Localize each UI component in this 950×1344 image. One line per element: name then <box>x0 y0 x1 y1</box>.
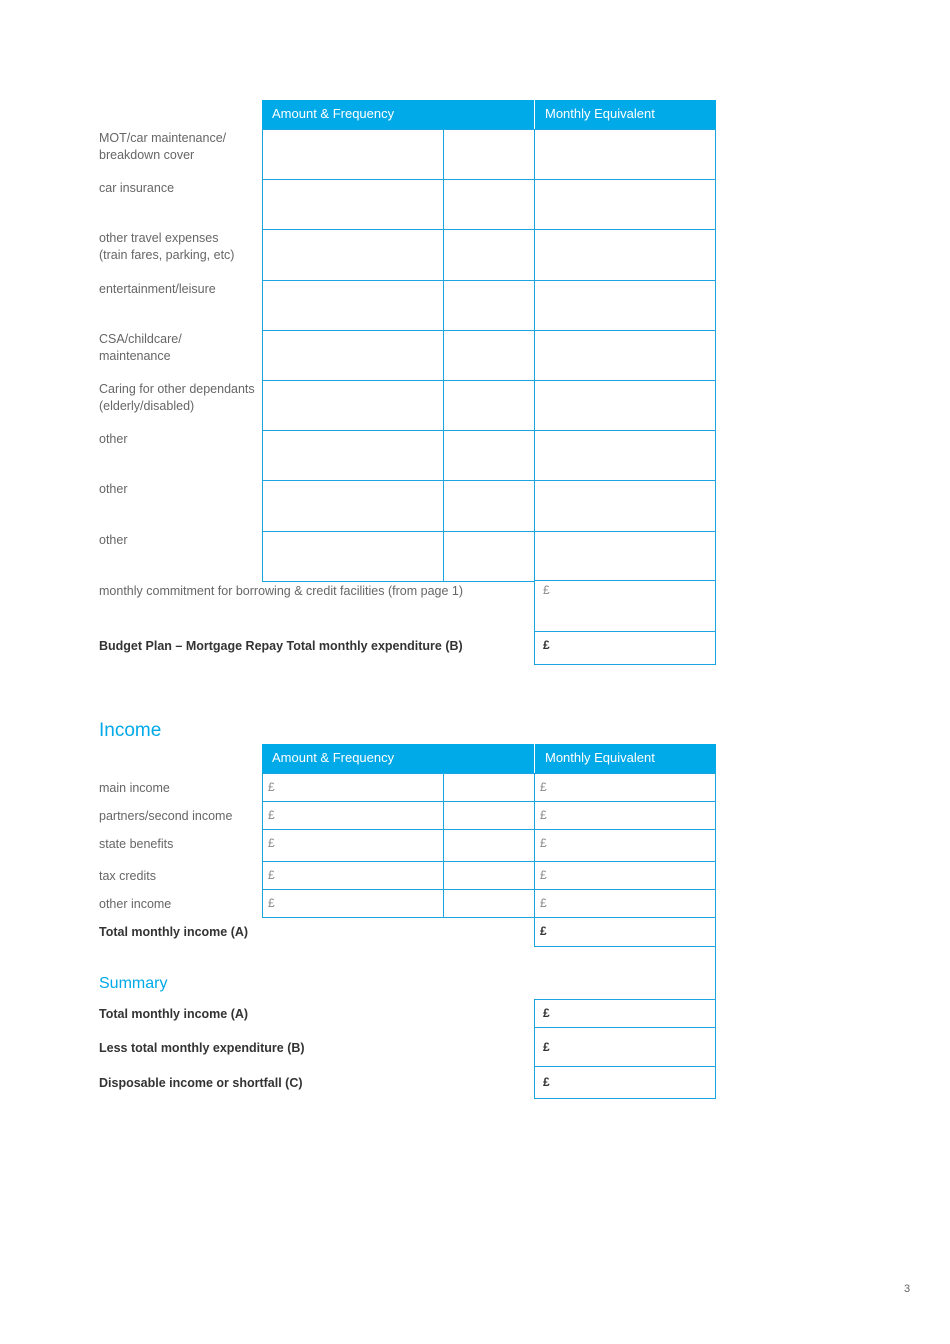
expenditure-frequency-field[interactable] <box>443 280 535 331</box>
income-frequency-field[interactable] <box>443 773 535 802</box>
expenditure-frequency-field[interactable] <box>443 430 535 481</box>
income-row-label: tax credits <box>99 869 156 883</box>
expenditure-monthly-field[interactable] <box>534 480 716 532</box>
expenditure-frequency-field[interactable] <box>443 129 535 180</box>
expenditure-monthly-field[interactable] <box>534 280 716 331</box>
income-row-label: main income <box>99 781 170 795</box>
income-monthly-currency: £ <box>540 808 547 822</box>
expenditure-monthly-field[interactable] <box>534 531 716 582</box>
income-total-field[interactable] <box>534 917 716 947</box>
income-frequency-field[interactable] <box>443 889 535 918</box>
commitment-label: monthly commitment for borrowing & credit facilities (from page 1) <box>99 584 464 598</box>
expenditure-amount-field[interactable] <box>262 179 444 230</box>
expenditure-amount-field[interactable] <box>262 430 444 481</box>
expenditure-row-label: entertainment/leisure <box>99 282 216 296</box>
commitment-currency: £ <box>543 583 550 597</box>
income-amount-field[interactable] <box>262 889 444 918</box>
income-amount-field[interactable] <box>262 801 444 830</box>
income-row-label: partners/second income <box>99 809 233 823</box>
expenditure-header-amount: Amount & Frequency <box>262 100 534 129</box>
expenditure-row-label: other <box>99 482 128 496</box>
income-amount-field[interactable] <box>262 861 444 890</box>
income-amount-field[interactable] <box>262 829 444 862</box>
income-monthly-field[interactable] <box>534 801 716 830</box>
expenditure-amount-field[interactable] <box>262 229 444 281</box>
expenditure-row-label: MOT/car maintenance/ breakdown cover <box>99 131 227 162</box>
income-header-monthly: Monthly Equivalent <box>535 744 716 773</box>
expenditure-frequency-field[interactable] <box>443 330 535 381</box>
income-row-label: state benefits <box>99 837 174 851</box>
income-monthly-field[interactable] <box>534 889 716 918</box>
summary-title: Summary <box>99 975 168 992</box>
expenditure-total-field[interactable] <box>534 631 716 665</box>
income-amount-currency: £ <box>268 836 275 850</box>
summary-expenditure-label: Less total monthly expenditure (B) <box>99 1041 305 1055</box>
income-monthly-field[interactable] <box>534 829 716 862</box>
expenditure-monthly-field[interactable] <box>534 430 716 481</box>
expenditure-row-label: car insurance <box>99 181 175 195</box>
income-amount-currency: £ <box>268 780 275 794</box>
income-frequency-field[interactable] <box>443 861 535 890</box>
income-amount-currency: £ <box>268 808 275 822</box>
expenditure-amount-field[interactable] <box>262 531 444 582</box>
expenditure-amount-field[interactable] <box>262 380 444 431</box>
income-title: Income <box>99 720 162 741</box>
income-amount-currency: £ <box>268 896 275 910</box>
commitment-field[interactable] <box>534 580 716 632</box>
expenditure-amount-field[interactable] <box>262 480 444 532</box>
expenditure-frequency-field[interactable] <box>443 179 535 230</box>
income-monthly-field[interactable] <box>534 861 716 890</box>
income-total-label: Total monthly income (A) <box>99 925 249 939</box>
summary-expenditure-currency: £ <box>543 1040 550 1054</box>
expenditure-frequency-field[interactable] <box>443 480 535 532</box>
expenditure-monthly-field[interactable] <box>534 179 716 230</box>
income-header-amount: Amount & Frequency <box>262 744 534 773</box>
income-frequency-field[interactable] <box>443 801 535 830</box>
expenditure-amount-field[interactable] <box>262 129 444 180</box>
summary-disposable-field[interactable] <box>534 1066 716 1099</box>
expenditure-amount-field[interactable] <box>262 330 444 381</box>
expenditure-monthly-field[interactable] <box>534 229 716 281</box>
income-total-currency: £ <box>540 924 547 938</box>
expenditure-row-label: CSA/childcare/ maintenance <box>99 332 182 363</box>
income-monthly-currency: £ <box>540 780 547 794</box>
income-monthly-currency: £ <box>540 836 547 850</box>
summary-disposable-currency: £ <box>543 1075 550 1089</box>
expenditure-frequency-field[interactable] <box>443 229 535 281</box>
income-frequency-field[interactable] <box>443 829 535 862</box>
expenditure-row-label: Caring for other dependants (elderly/disabled) <box>99 382 255 413</box>
summary-income-field[interactable] <box>534 999 716 1028</box>
summary-divider-line <box>715 946 716 999</box>
expenditure-row-label: other <box>99 432 128 446</box>
expenditure-monthly-field[interactable] <box>534 380 716 431</box>
expenditure-total-currency: £ <box>543 638 550 652</box>
income-monthly-field[interactable] <box>534 773 716 802</box>
page-number: 3 <box>904 1283 911 1295</box>
expenditure-monthly-field[interactable] <box>534 330 716 381</box>
income-amount-field[interactable] <box>262 773 444 802</box>
summary-expenditure-field[interactable] <box>534 1027 716 1067</box>
expenditure-row-label: other <box>99 533 128 547</box>
income-monthly-currency: £ <box>540 868 547 882</box>
expenditure-monthly-field[interactable] <box>534 129 716 180</box>
expenditure-header-monthly: Monthly Equivalent <box>535 100 716 129</box>
expenditure-frequency-field[interactable] <box>443 531 535 582</box>
expenditure-amount-field[interactable] <box>262 280 444 331</box>
income-monthly-currency: £ <box>540 896 547 910</box>
summary-income-currency: £ <box>543 1006 550 1020</box>
summary-disposable-label: Disposable income or shortfall (C) <box>99 1076 303 1090</box>
expenditure-total-label: Budget Plan – Mortgage Repay Total monthly expenditure (B) <box>99 639 463 653</box>
income-amount-currency: £ <box>268 868 275 882</box>
summary-income-label: Total monthly income (A) <box>99 1007 249 1021</box>
expenditure-frequency-field[interactable] <box>443 380 535 431</box>
expenditure-row-label: other travel expenses (train fares, parking, etc) <box>99 231 235 262</box>
income-row-label: other income <box>99 897 172 911</box>
